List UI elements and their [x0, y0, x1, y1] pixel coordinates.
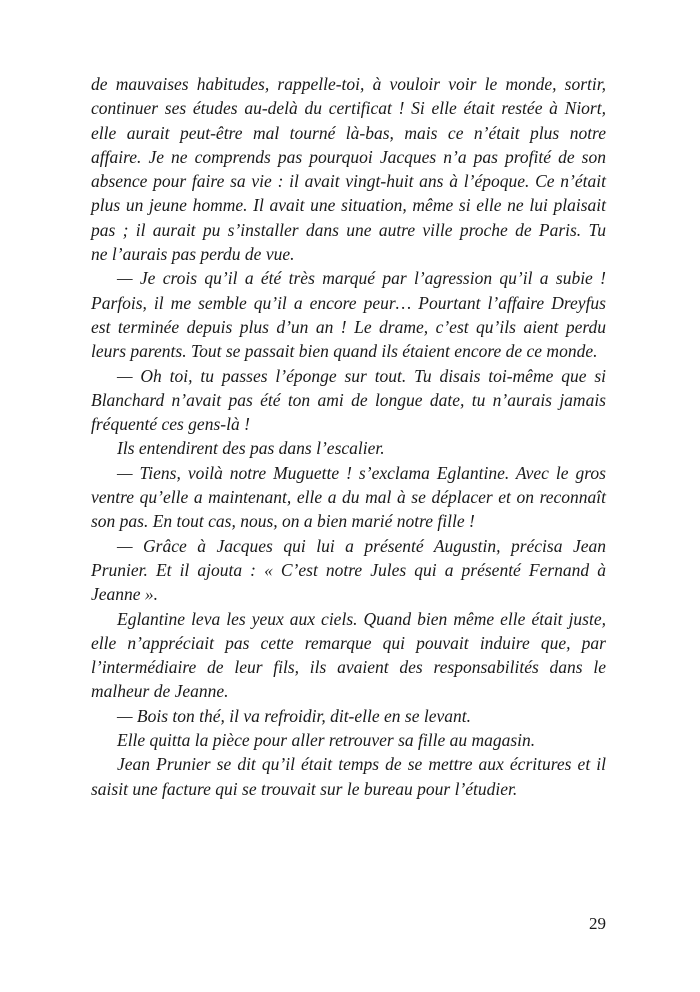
page-number: 29: [589, 914, 606, 933]
text-line: Parfois, il me semble qu’il a encore peur… Pourtant l’affaire Dreyfus: [91, 292, 606, 313]
text-line: — Bois ton thé, il va refroidir, dit-elle en se levant.: [117, 705, 471, 726]
text-line: — Je crois qu’il a été très marqué par l’agression qu’il a subie !: [117, 268, 606, 289]
text-line: Blanchard n’avait pas été ton ami de longue date, tu n’aurais jamais: [91, 389, 606, 410]
text-line: l’intermédiaire de leur fils, ils avaient des responsabilités dans le: [91, 657, 606, 678]
text-line: — Oh toi, tu passes l’éponge sur tout. Tu disais toi-même que si: [117, 365, 606, 386]
text-line: Prunier. Et il ajouta : « C’est notre Jules qui a présenté Fernand à: [91, 559, 606, 580]
body-text: [91, 72, 606, 801]
text-line: de mauvaises habitudes, rappelle-toi, à vouloir voir le monde, sortir,: [91, 74, 606, 94]
text-line: est terminée depuis plus d’un an ! Le drame, c’est qu’ils aient perdu: [91, 316, 606, 337]
text-line: Jeanne ».: [91, 584, 159, 605]
text-line: Elle quitta la pièce pour aller retrouver sa fille au magasin.: [117, 730, 536, 751]
text-line: saisit une facture qui se trouvait sur le bureau pour l’étudier.: [91, 778, 518, 799]
text-line: Ils entendirent des pas dans l’escalier.: [117, 438, 385, 459]
text-line: plus un jeune homme. Il avait une situation, même si elle ne lui plaisait: [91, 195, 606, 216]
text-line: ventre qu’elle a maintenant, elle a du mal à se déplacer et on reconnaît: [91, 487, 606, 508]
text-line: affaire. Je ne comprends pas pourquoi Jacques n’a pas profité de son: [91, 146, 606, 167]
text-line: — Tiens, voilà notre Muguette ! s’exclama Eglantine. Avec le gros: [117, 462, 606, 483]
text-line: elle n’appréciait pas cette remarque qui pouvait induire que, par: [91, 632, 606, 653]
text-line: Jean Prunier se dit qu’il était temps de se mettre aux écritures et il: [117, 754, 606, 775]
text-line: son pas. En tout cas, nous, on a bien marié notre fille !: [91, 511, 475, 532]
text-line: fréquenté ces gens-là !: [91, 414, 250, 435]
text-line: ne l’aurais pas perdu de vue.: [91, 244, 295, 265]
text-line: leurs parents. Tout se passait bien quand ils étaient encore de ce monde.: [91, 341, 598, 362]
text-line: continuer ses études au-delà du certificat ! Si elle était restée à Niort,: [91, 98, 606, 119]
text-line: malheur de Jeanne.: [91, 681, 229, 702]
text-line: elle aurait peut-être mal tourné là-bas, mais ce n’était plus notre: [91, 122, 606, 143]
text-line: pas ; il aurait pu s’installer dans une autre ville proche de Paris. Tu: [91, 219, 606, 240]
text-line: — Grâce à Jacques qui lui a présenté Augustin, précisa Jean: [117, 535, 606, 556]
text-line: Eglantine leva les yeux aux ciels. Quand bien même elle était juste,: [117, 608, 606, 629]
text-line: absence pour faire sa vie : il avait vingt-huit ans à l’époque. Ce n’était: [91, 171, 606, 192]
